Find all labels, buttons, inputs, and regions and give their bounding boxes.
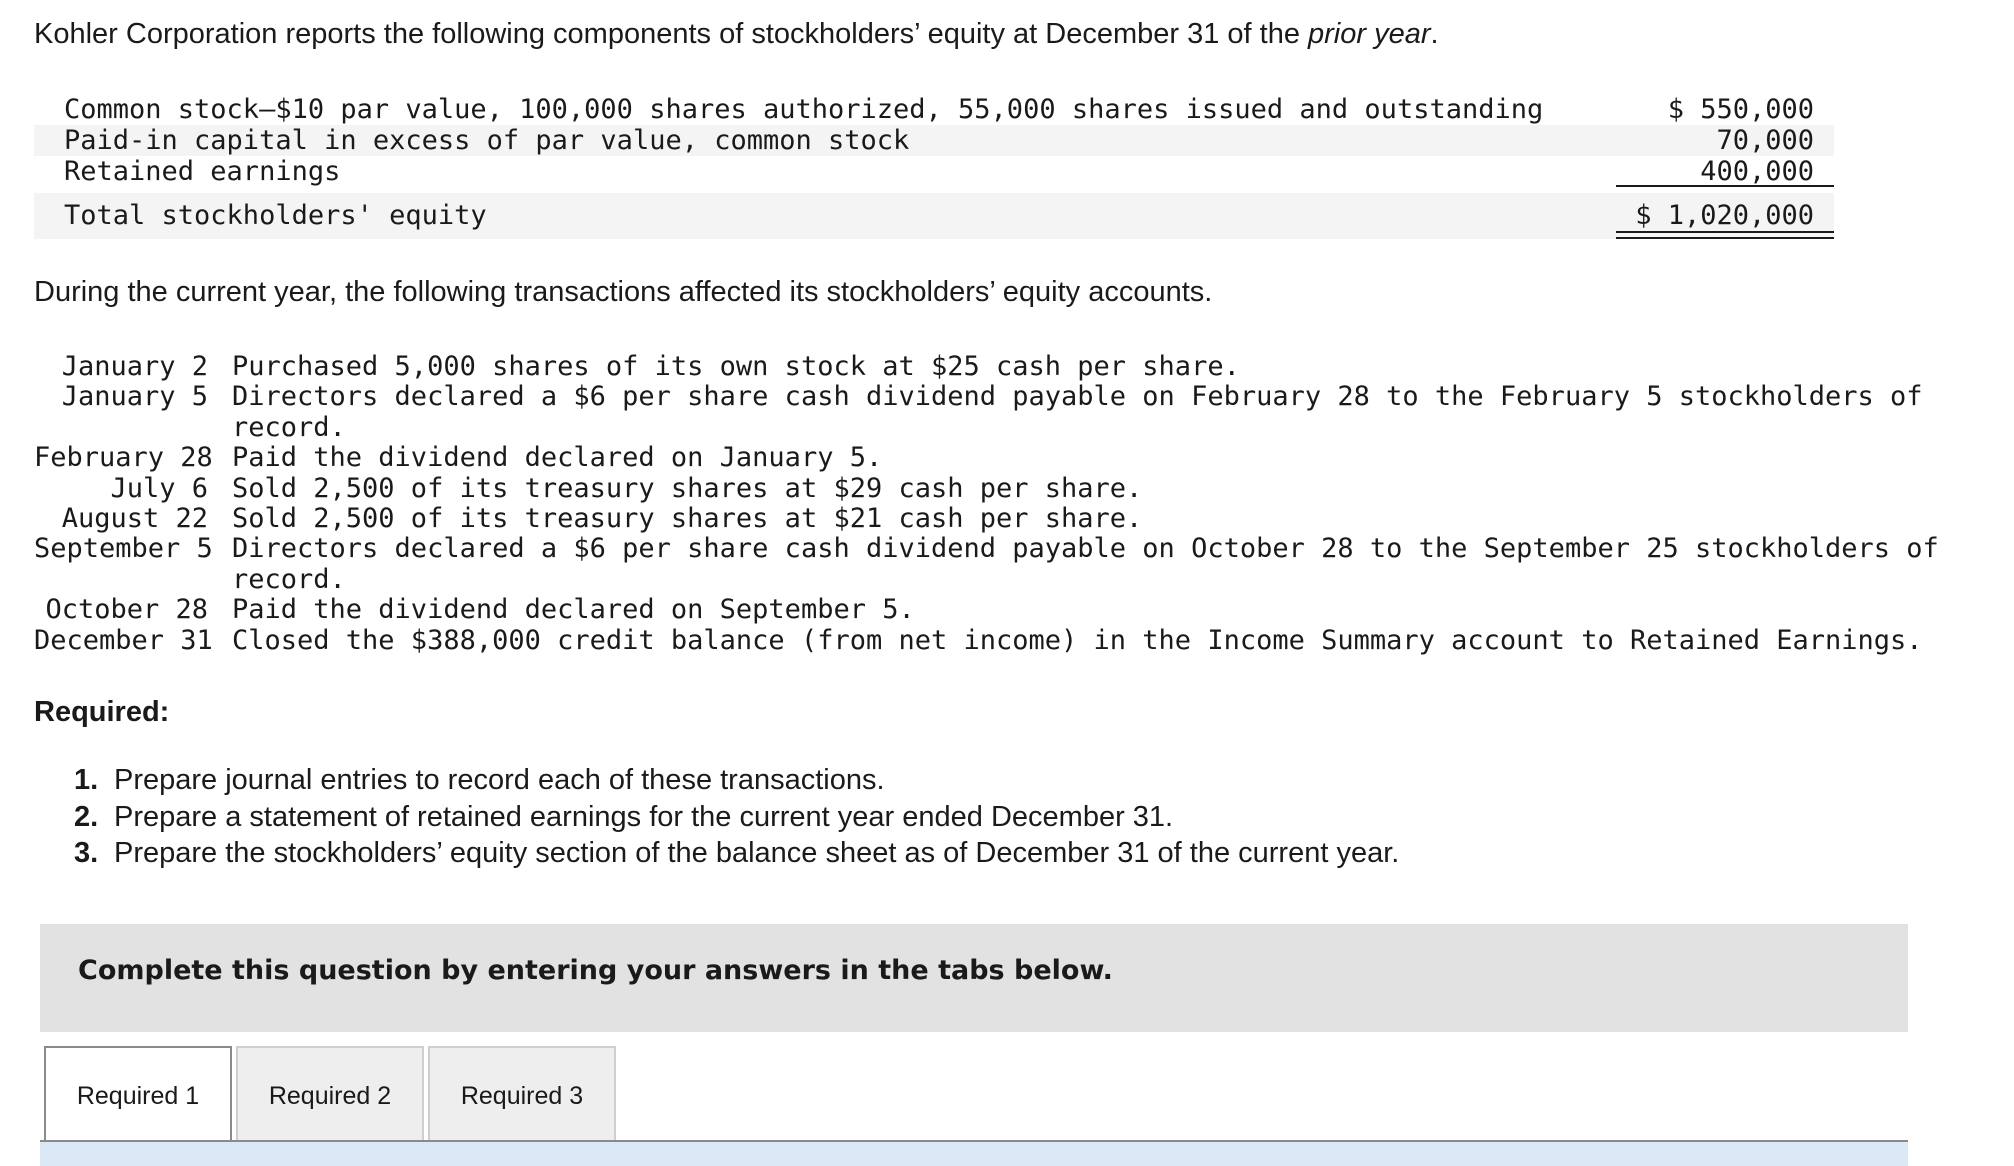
equity-row xyxy=(34,156,1834,187)
transaction-text: Closed the $388,000 credit balance (from net income) in the Income Summary account to Retained Earnings. xyxy=(232,624,1923,656)
required-item-number: 1. xyxy=(74,764,99,796)
transaction-row xyxy=(34,382,1954,443)
tab-required-1[interactable]: Required 1 xyxy=(44,1046,232,1142)
equity-row-label: Retained earnings xyxy=(64,156,341,187)
intro-text: Kohler Corporation reports the following components of stockholders’ equity at December 31 of the xyxy=(34,18,1309,50)
equity-total-amount: $ 1,020,000 xyxy=(1635,200,1814,231)
transaction-row xyxy=(34,504,1954,534)
transaction-date: February 28 xyxy=(34,442,213,474)
tab-required-2[interactable]: Required 2 xyxy=(236,1046,424,1142)
transaction-date: August 22 xyxy=(61,503,208,535)
required-item xyxy=(74,799,1399,836)
transaction-text: Purchased 5,000 shares of its own stock at $25 cash per share. xyxy=(232,351,1240,382)
equity-row-amount: 70,000 xyxy=(1716,125,1814,156)
required-item-text: Prepare the stockholders’ equity section of the balance sheet as of December 31 of the current year. xyxy=(114,837,1400,869)
equity-row xyxy=(34,94,1834,125)
required-item-number: 2. xyxy=(74,800,99,833)
required-item xyxy=(74,762,1399,799)
tab-panel xyxy=(40,1142,1908,1166)
equity-row-amount: $ 550,000 xyxy=(1667,94,1814,125)
transaction-text: Sold 2,500 of its treasury shares at $29 cash per share. xyxy=(232,472,1143,504)
equity-total-label: Total stockholders' equity xyxy=(64,200,487,231)
required-heading: Required: xyxy=(34,696,170,728)
transaction-date: September 5 xyxy=(34,533,213,565)
tab-required-3[interactable]: Required 3 xyxy=(428,1046,616,1142)
required-item xyxy=(74,835,1399,872)
equity-row-amount: 400,000 xyxy=(1700,156,1814,187)
intro-end: . xyxy=(1430,18,1439,50)
equity-table xyxy=(34,94,1834,239)
amount-underline xyxy=(1616,185,1834,187)
equity-row xyxy=(34,125,1834,156)
transaction-date: January 2 xyxy=(61,351,208,382)
intro-paragraph xyxy=(34,14,1439,54)
transaction-text: Directors declared a $6 per share cash dividend payable on February 28 to the February 5 stockholders of record. xyxy=(232,381,1923,443)
transaction-row xyxy=(34,534,1954,595)
equity-total-row xyxy=(34,193,1834,239)
instruction-text: Complete this question by entering your answers in the tabs below. xyxy=(78,955,1113,986)
transactions-intro: During the current year, the following transactions affected its stockholders’ equity accounts. xyxy=(34,276,1213,308)
required-item-number: 3. xyxy=(74,837,99,869)
transaction-text: Sold 2,500 of its treasury shares at $21 cash per share. xyxy=(232,503,1143,535)
transaction-row xyxy=(34,352,1954,382)
transaction-date: October 28 xyxy=(45,594,208,626)
transaction-row xyxy=(34,474,1954,504)
answer-tabs xyxy=(44,1046,620,1142)
instruction-banner xyxy=(40,924,1908,1032)
intro-emphasis: prior year xyxy=(1308,18,1431,50)
equity-row-label: Paid-in capital in excess of par value, common stock xyxy=(64,125,910,156)
transaction-text: Paid the dividend declared on January 5. xyxy=(232,442,883,474)
required-item-text: Prepare journal entries to record each of these transactions. xyxy=(114,764,885,796)
equity-row-label: Common stock—$10 par value, 100,000 shares authorized, 55,000 shares issued and outstanding xyxy=(64,94,1544,125)
transaction-row xyxy=(34,626,1954,656)
required-list xyxy=(74,762,1399,872)
transactions-list xyxy=(34,352,1954,656)
double-underline xyxy=(1616,231,1834,239)
transaction-date: December 31 xyxy=(34,624,213,656)
transaction-date: January 5 xyxy=(61,381,208,413)
transaction-date: July 6 xyxy=(110,472,208,504)
transaction-row xyxy=(34,443,1954,473)
transaction-row xyxy=(34,595,1954,625)
transaction-text: Directors declared a $6 per share cash dividend payable on October 28 to the September 25 stockholders of record. xyxy=(232,533,1939,595)
required-item-text: Prepare a statement of retained earnings for the current year ended December 31. xyxy=(114,800,1174,833)
transaction-text: Paid the dividend declared on September 5. xyxy=(232,594,915,626)
